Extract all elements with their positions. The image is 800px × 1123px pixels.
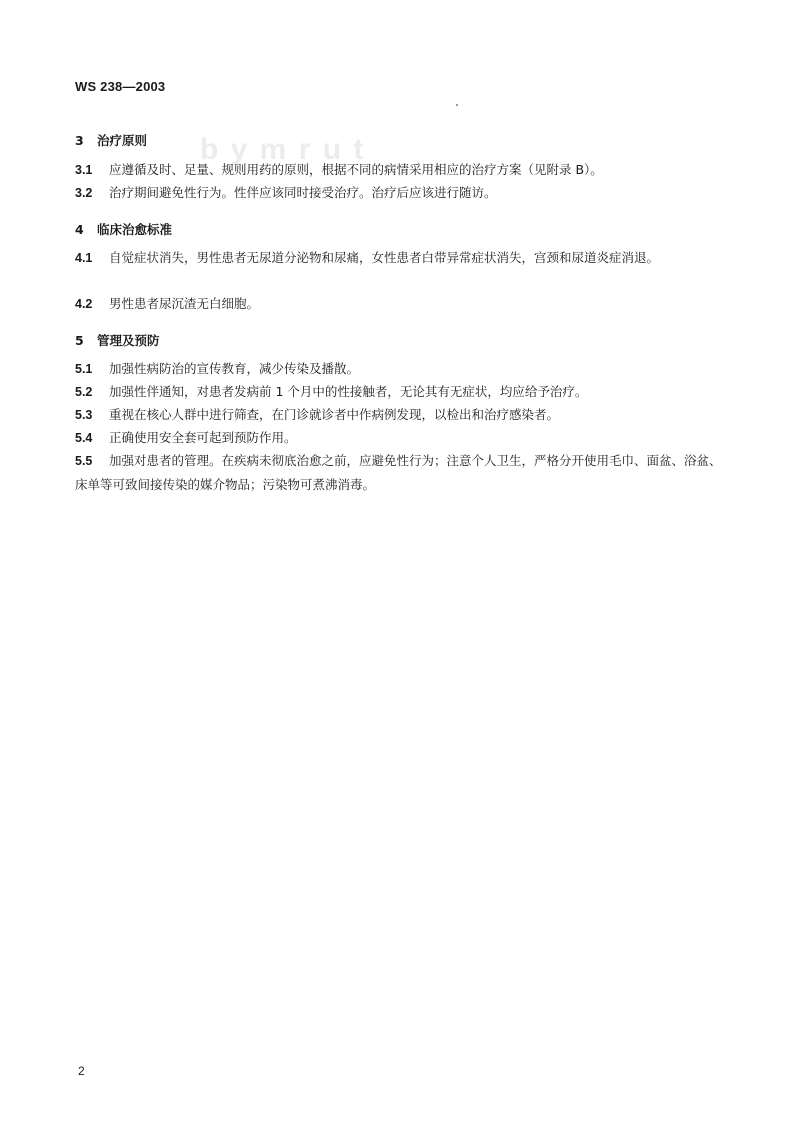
- clause-text: 治疗期间避免性行为。性伴应该同时接受治疗。治疗后应该进行随访。: [109, 185, 497, 200]
- section-heading: 临床治愈标准: [97, 222, 173, 237]
- page-number: 2: [78, 1064, 85, 1078]
- clause-number: 5.4: [75, 431, 93, 445]
- clause-text: 男性患者尿沉渣无白细胞。: [109, 296, 260, 311]
- clause-3-1: [75, 158, 725, 182]
- section-4-title: [75, 220, 172, 238]
- clause-4-2: [75, 292, 725, 316]
- clause-number: 5.3: [75, 408, 93, 422]
- clause-number: 5.5: [75, 454, 93, 468]
- clause-number: 3.2: [75, 186, 93, 200]
- clause-text: 自觉症状消失，男性患者无尿道分泌物和尿痛，女性患者白带异常症状消失，宫颈和尿道炎症消退。: [109, 250, 660, 265]
- clause-text: 正确使用安全套可起到预防作用。: [109, 430, 297, 445]
- clause-text: 加强性伴通知，对患者发病前 1 个月中的性接触者，无论其有无症状，均应给予治疗。: [109, 384, 588, 399]
- clause-5-4: [75, 426, 725, 450]
- standard-code: WS 238—2003: [75, 79, 166, 94]
- scan-speck: [456, 104, 458, 106]
- clause-text: 加强性病防治的宣传教育，减少传染及播散。: [109, 361, 360, 376]
- section-number: 3: [75, 133, 84, 148]
- section-number: 4: [75, 222, 84, 237]
- clause-5-3: [75, 403, 725, 427]
- clause-number: 4.2: [75, 297, 93, 311]
- clause-text: 加强对患者的管理。在疾病未彻底治愈之前，应避免性行为；注意个人卫生，严格分开使用毛巾、面盆、浴盆、床单等可致间接传染的媒介物品；污染物可煮沸消毒。: [75, 453, 722, 492]
- clause-number: 5.2: [75, 385, 93, 399]
- section-number: 5: [75, 333, 84, 348]
- clause-4-1: [75, 246, 725, 270]
- clause-5-5: [75, 449, 725, 496]
- watermark: b y m r u t: [200, 133, 366, 166]
- clause-text: 应遵循及时、足量、规则用药的原则，根据不同的病情采用相应的治疗方案（见附录 B）。: [109, 162, 603, 177]
- clause-text: 重视在核心人群中进行筛查，在门诊就诊者中作病例发现，以检出和治疗感染者。: [109, 407, 560, 422]
- clause-number: 3.1: [75, 163, 93, 177]
- clause-5-2: [75, 380, 725, 404]
- section-heading: 管理及预防: [97, 333, 160, 348]
- section-5-title: [75, 331, 160, 349]
- clause-3-2: [75, 181, 725, 205]
- clause-5-1: [75, 357, 725, 381]
- section-3-title: [75, 131, 147, 149]
- clause-number: 4.1: [75, 251, 93, 265]
- section-heading: 治疗原则: [97, 133, 148, 148]
- clause-number: 5.1: [75, 362, 93, 376]
